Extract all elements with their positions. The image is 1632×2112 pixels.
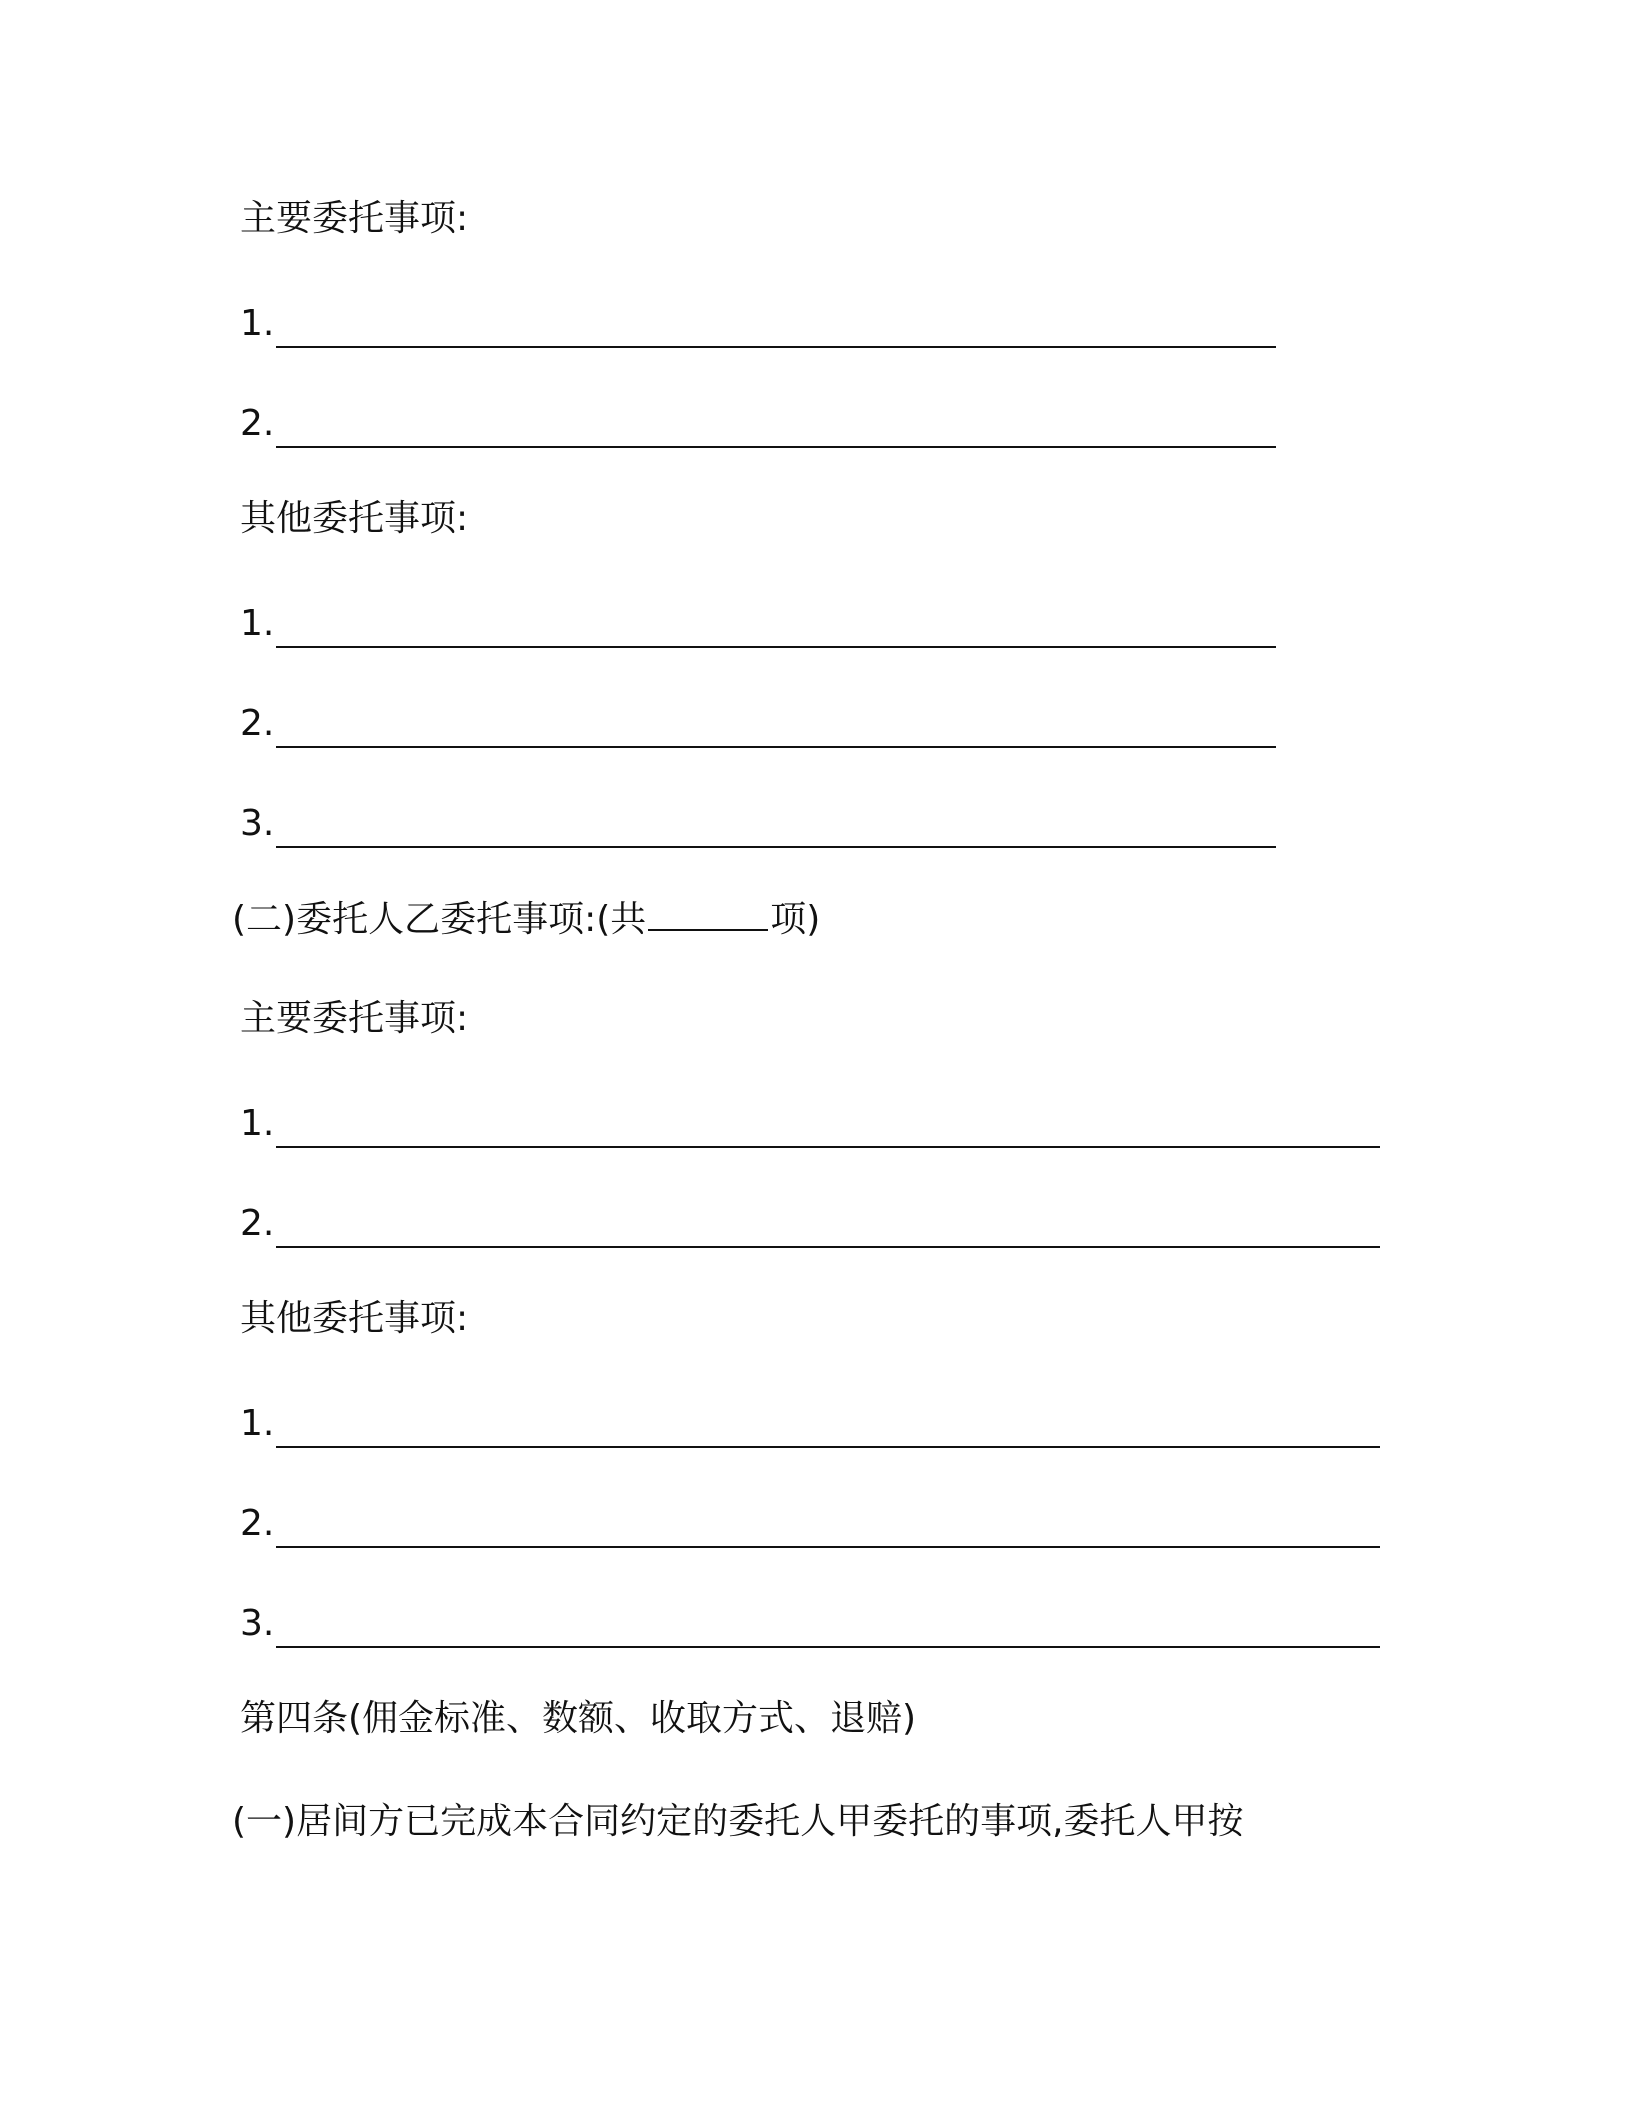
other-matter-item (240, 800, 1276, 848)
fill-in-blank[interactable] (276, 1510, 1380, 1548)
heading-suffix: 项) (770, 899, 821, 940)
item-count-blank[interactable] (648, 895, 768, 931)
item-number: 1. (240, 603, 275, 644)
fill-in-blank[interactable] (276, 610, 1276, 648)
article-four-clause-one: (一)居间方已完成本合同约定的委托人甲委托的事项,委托人甲按 (232, 1801, 1244, 1842)
main-matters-heading: 主要委托事项: (240, 998, 469, 1039)
item-number: 1. (240, 1403, 275, 1444)
fill-in-blank[interactable] (276, 1410, 1380, 1448)
fill-in-blank[interactable] (276, 1210, 1380, 1248)
item-number: 3. (240, 1603, 275, 1644)
main-matter-item (240, 1200, 1380, 1248)
item-number: 2. (240, 1503, 275, 1544)
item-number: 2. (240, 703, 275, 744)
other-matter-item (240, 1600, 1380, 1648)
principal-b-heading (232, 895, 820, 944)
item-number: 2. (240, 1203, 275, 1244)
item-number: 1. (240, 1103, 275, 1144)
other-matters-heading: 其他委托事项: (240, 1298, 469, 1339)
fill-in-blank[interactable] (276, 1610, 1380, 1648)
fill-in-blank[interactable] (276, 710, 1276, 748)
other-matter-item (240, 600, 1276, 648)
fill-in-blank[interactable] (276, 810, 1276, 848)
item-number: 3. (240, 803, 275, 844)
other-matter-item (240, 700, 1276, 748)
other-matter-item (240, 1400, 1380, 1448)
article-four-title: 第四条(佣金标准、数额、收取方式、退赔) (240, 1698, 917, 1739)
main-matters-heading: 主要委托事项: (240, 198, 469, 239)
other-matters-heading: 其他委托事项: (240, 498, 469, 539)
main-matter-item (240, 300, 1276, 348)
main-matter-item (240, 400, 1276, 448)
main-matter-item (240, 1100, 1380, 1148)
fill-in-blank[interactable] (276, 310, 1276, 348)
other-matter-item (240, 1500, 1380, 1548)
fill-in-blank[interactable] (276, 1110, 1380, 1148)
heading-prefix: (二)委托人乙委托事项:(共 (232, 899, 647, 940)
item-number: 2. (240, 403, 275, 444)
item-number: 1. (240, 303, 275, 344)
fill-in-blank[interactable] (276, 410, 1276, 448)
